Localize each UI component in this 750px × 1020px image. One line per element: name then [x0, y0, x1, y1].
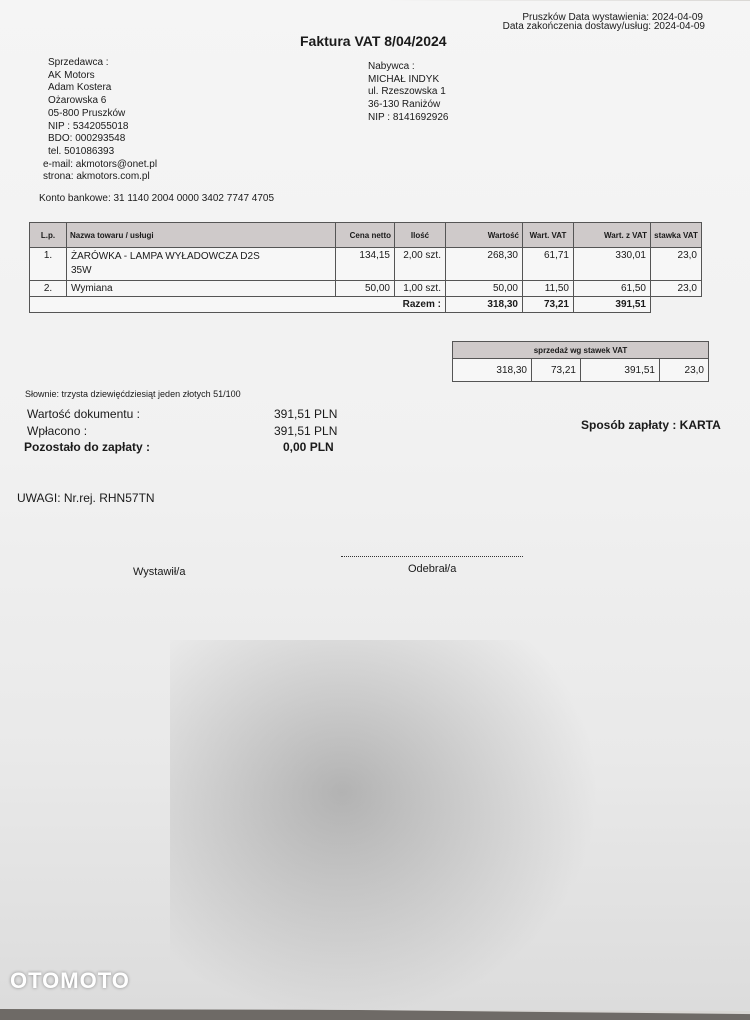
doc-value-label: Wartość dokumentu : — [27, 407, 140, 421]
photo-shadow — [170, 640, 600, 1020]
signature-line — [341, 556, 523, 557]
bank-account: Konto bankowe: 31 1140 2004 0000 3402 7747 4705 — [39, 193, 275, 204]
seller-city: 05-800 Pruszków — [48, 107, 126, 119]
col-qty: Ilość — [395, 223, 446, 248]
row1-gross-value: 330,01 — [574, 248, 651, 281]
seller-phone: tel. 501086393 — [48, 145, 115, 157]
totals-row — [30, 297, 702, 313]
notes: UWAGI: Nr.rej. RHN57TN — [17, 491, 155, 505]
buyer-name: MICHAŁ INDYK — [368, 73, 440, 85]
row1-name: ŻARÓWKA - LAMPA WYŁADOWCZA D2S 35W — [67, 248, 336, 281]
total-gross: 391,51 — [574, 297, 651, 313]
total-empty — [651, 297, 702, 313]
received-by-label: Odebrał/a — [408, 563, 457, 575]
total-net: 318,30 — [446, 297, 523, 313]
row1-value: 268,30 — [446, 248, 523, 281]
seller-email: e-mail: akmotors@onet.pl — [43, 158, 158, 170]
vat-summary-table — [452, 341, 709, 382]
seller-website: strona: akmotors.com.pl — [43, 171, 150, 183]
col-lp: L.p. — [30, 223, 67, 248]
vat-sum-vat: 73,21 — [532, 359, 581, 382]
seller-label: Sprzedawca : — [48, 57, 109, 68]
row2-lp: 2. — [30, 281, 67, 297]
delivery-date: Data zakończenia dostawy/usług: 2024-04-09 — [502, 21, 705, 32]
vat-summary-row — [453, 359, 709, 382]
invoice-title: Faktura VAT 8/04/2024 — [300, 33, 447, 49]
buyer-street: ul. Rzeszowska 1 — [368, 86, 446, 98]
row2-vat-value: 11,50 — [523, 281, 574, 297]
col-vat-rate: stawka VAT — [651, 223, 702, 248]
vat-sum-gross: 391,51 — [581, 359, 660, 382]
amount-in-words: Słownie: trzysta dziewięćdziesiąt jeden złotych 51/100 — [25, 389, 241, 399]
table-row — [30, 248, 702, 281]
items-table — [29, 222, 702, 313]
buyer-nip: NIP : 8141692926 — [368, 111, 449, 123]
seller-name: AK Motors — [48, 69, 95, 81]
doc-value: 391,51 PLN — [274, 407, 338, 421]
row2-net-price: 50,00 — [336, 281, 395, 297]
row2-vat-rate: 23,0 — [651, 281, 702, 297]
col-vat-value: Wart. VAT — [523, 223, 574, 248]
row1-lp: 1. — [30, 248, 67, 281]
col-value: Wartość — [446, 223, 523, 248]
col-gross-value: Wart. z VAT — [574, 223, 651, 248]
col-net-price: Cena netto — [336, 223, 395, 248]
seller-owner: Adam Kostera — [48, 82, 112, 94]
vat-summary-header: sprzedaż wg stawek VAT — [453, 342, 709, 359]
table-row — [30, 281, 702, 297]
remaining-label: Pozostało do zapłaty : — [24, 440, 151, 454]
paid-value: 391,51 PLN — [274, 424, 338, 438]
seller-street: Ożarowska 6 — [48, 95, 107, 107]
buyer-label: Nabywca : — [368, 61, 415, 72]
seller-bdo: BDO: 000293548 — [48, 133, 126, 145]
col-name: Nazwa towaru / usługi — [67, 223, 336, 248]
seller-nip: NIP : 5342055018 — [48, 120, 129, 132]
seller-block — [43, 57, 158, 184]
issued-by-label: Wystawił/a — [133, 566, 186, 578]
vat-sum-net: 318,30 — [453, 359, 532, 382]
paid-label: Wpłacono : — [27, 424, 88, 438]
payment-method: Sposób zapłaty : KARTA — [581, 418, 721, 432]
issue-place-date: Pruszków Data wystawienia: 2024-04-09 — [522, 12, 703, 23]
row1-net-price: 134,15 — [336, 248, 395, 281]
row2-name: Wymiana — [67, 281, 336, 297]
total-vat: 73,21 — [523, 297, 574, 313]
row2-qty: 1,00 szt. — [395, 281, 446, 297]
row1-qty: 2,00 szt. — [395, 248, 446, 281]
otomoto-watermark: OTOMOTO — [10, 968, 130, 993]
row2-value: 50,00 — [446, 281, 523, 297]
items-header-row — [30, 223, 702, 248]
buyer-city: 36-130 Raniżów — [368, 99, 441, 111]
row2-gross-value: 61,50 — [574, 281, 651, 297]
buyer-block — [368, 61, 448, 125]
total-label: Razem : — [30, 297, 446, 313]
row1-vat-value: 61,71 — [523, 248, 574, 281]
row1-vat-rate: 23,0 — [651, 248, 702, 281]
vat-sum-rate: 23,0 — [660, 359, 709, 382]
remaining-value: 0,00 PLN — [283, 440, 334, 454]
